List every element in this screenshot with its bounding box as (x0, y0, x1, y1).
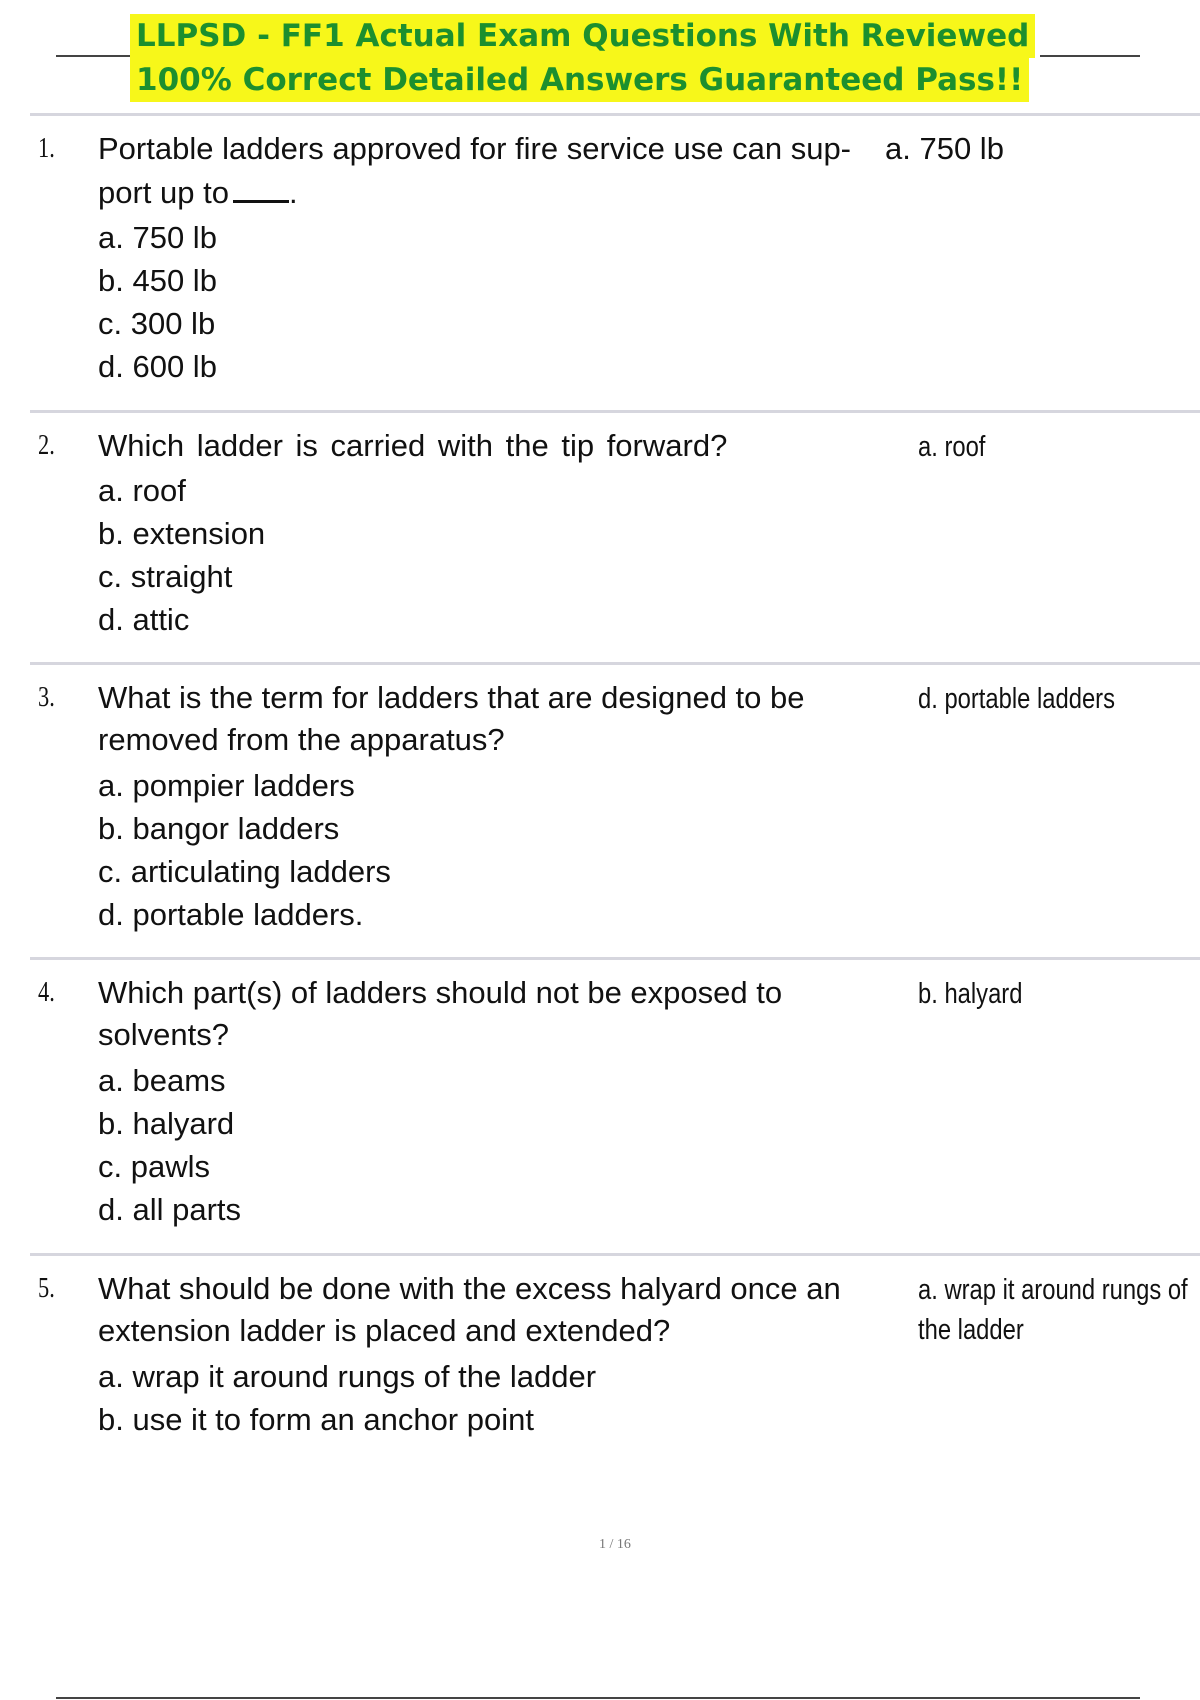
question-text (98, 128, 888, 214)
answer: b. halyard (918, 978, 1023, 1010)
option-d: d. attic (98, 602, 190, 637)
answer: a. roof (918, 431, 986, 463)
question-text-line-1: Portable ladders approved for fire service use can sup- (98, 131, 852, 166)
option-c: c. articulating ladders (98, 854, 391, 889)
answer: a. 750 lb (885, 131, 1004, 166)
option-a: a. wrap it around rungs of the ladder (98, 1359, 597, 1394)
option-a: a. 750 lb (98, 220, 217, 255)
divider (30, 662, 1200, 665)
option-c: c. straight (98, 559, 233, 594)
header-rule-left (56, 55, 132, 57)
divider (30, 410, 1200, 413)
question-number: 2. (38, 430, 55, 461)
question-text: Which ladder is carried with the tip forward? (98, 428, 728, 463)
option-d: d. portable ladders. (98, 897, 364, 932)
answer-blank (233, 170, 289, 203)
divider (30, 113, 1200, 116)
page-number: 1 / 16 (599, 1537, 631, 1552)
header-rule-right (1040, 55, 1140, 57)
question-text: What should be done with the excess halyard once an extension ladder is placed and extended? (98, 1271, 841, 1348)
option-c: c. pawls (98, 1149, 210, 1184)
question-text: What is the term for ladders that are designed to be removed from the apparatus? (98, 680, 805, 757)
question-text-line-2: port up to (98, 175, 229, 210)
document-header (0, 14, 1200, 104)
option-a: a. beams (98, 1063, 226, 1098)
divider (30, 957, 1200, 960)
option-a: a. roof (98, 473, 186, 508)
question-text: Which part(s) of ladders should not be exposed to solvents? (98, 975, 783, 1052)
option-d: d. all parts (98, 1192, 242, 1227)
answer: d. portable ladders (918, 683, 1115, 715)
option-b: b. use it to form an anchor point (98, 1402, 534, 1437)
option-b: b. extension (98, 516, 266, 551)
option-d: d. 600 lb (98, 349, 217, 384)
title-line-1: LLPSD - FF1 Actual Exam Questions With Reviewed (130, 14, 1035, 58)
title-line-2: 100% Correct Detailed Answers Guaranteed Pass!! (130, 58, 1029, 102)
divider (30, 1253, 1200, 1256)
option-b: b. halyard (98, 1106, 235, 1141)
question-text-end: . (288, 175, 298, 210)
question-number: 4. (38, 977, 55, 1008)
document-title (130, 14, 1040, 104)
answer: a. wrap it around rungs of the ladder (918, 1274, 1188, 1346)
option-b: b. 450 lb (98, 263, 217, 298)
option-a: a. pompier ladders (98, 768, 355, 803)
question-number: 3. (38, 682, 55, 713)
footer-rule (56, 1697, 1140, 1699)
option-b: b. bangor ladders (98, 811, 340, 846)
question-number: 5. (38, 1273, 55, 1304)
option-c: c. 300 lb (98, 306, 216, 341)
question-number: 1. (38, 133, 55, 164)
